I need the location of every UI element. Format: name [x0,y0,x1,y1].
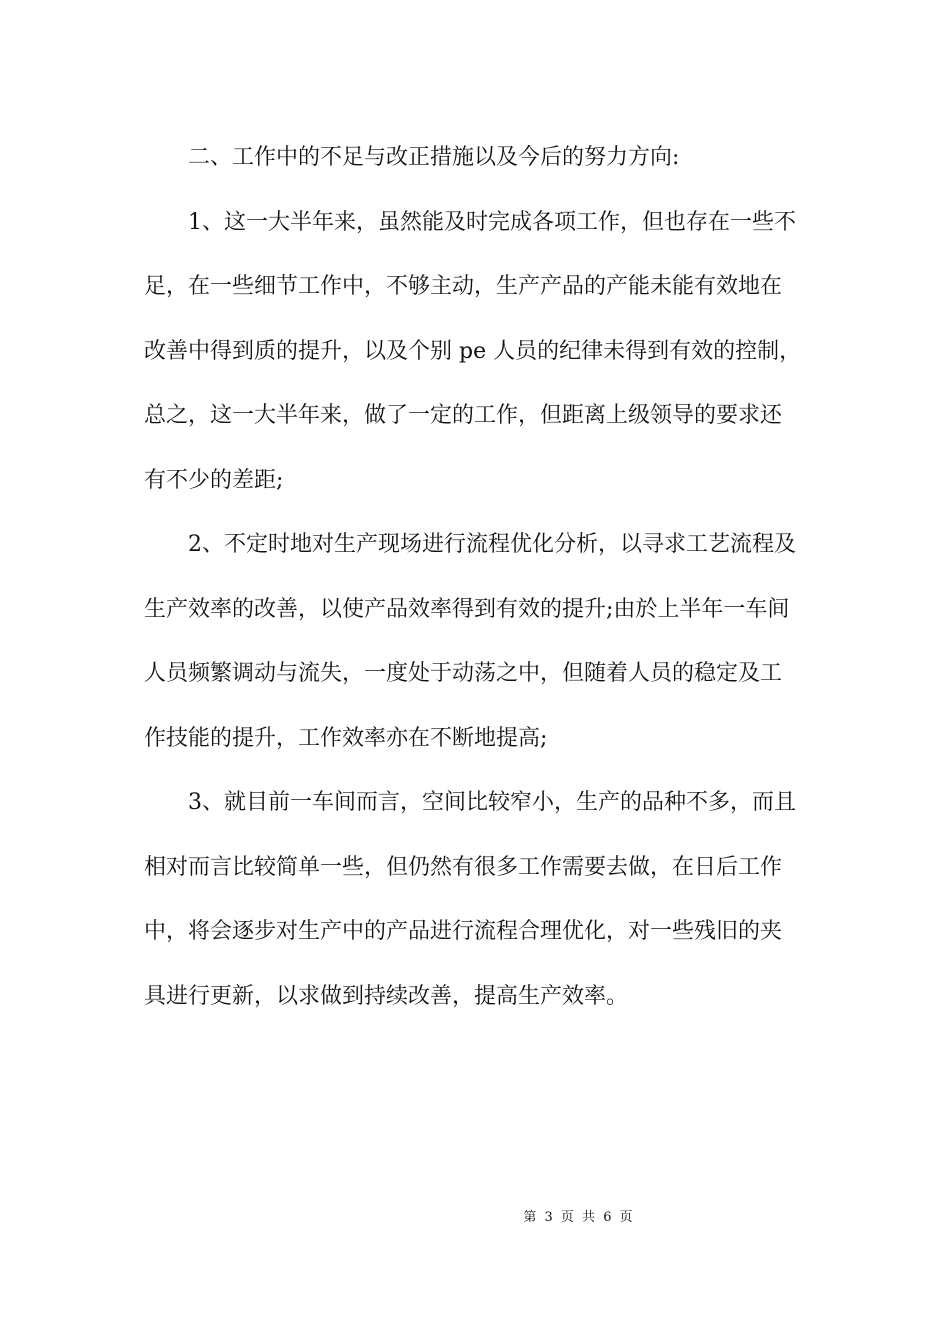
text-line: 3、就目前一车间而言，空间比较窄小，生产的品种不多，而且 [188,790,796,815]
text-line: 相对而言比较简单一些，但仍然有很多工作需要去做，在日后工作 [144,854,783,880]
page-footer [0,1206,950,1225]
text-line: 具进行更新，以求做到持续改善，提高生产效率。 [144,983,629,1009]
text-line: 有不少的差距; [144,467,284,493]
text-line: 1、这一大半年来，虽然能及时完成各项工作，但也存在一些不 [188,209,796,235]
page-number-label: 第 3 页 共 6 页 [523,1210,635,1225]
text-line: 足，在一些细节工作中，不够主动，生产产品的产能未能有效地在 [144,274,783,299]
text-line: 作技能的提升，工作效率亦在不断地提高; [144,725,548,751]
text-line: 总之，这一大半年来，做了一定的工作，但距离上级领导的要求还 [144,403,783,428]
text-line: 二、工作中的不足与改正措施以及今后的努力方向: [188,145,680,170]
paragraph-item-2 [144,513,810,771]
paragraph-item-1 [144,191,810,514]
text-line: 生产效率的改善，以使产品效率得到有效的提升;由於上半年一车间 [144,596,790,622]
text-line: 2、不定时地对生产现场进行流程优化分析，以寻求工艺流程及 [188,532,796,557]
paragraph-item-3 [144,771,810,1029]
text-line: 人员频繁调动与流失，一度处于动荡之中，但随着人员的稳定及工 [144,661,783,686]
text-line: 改善中得到质的提升，以及个别 pe 人员的纪律未得到有效的控制， [144,338,802,364]
document-body [144,126,810,1029]
text-line: 中，将会逐步对生产中的产品进行流程合理优化，对一些残旧的夹 [144,919,783,944]
section-heading [144,126,810,191]
